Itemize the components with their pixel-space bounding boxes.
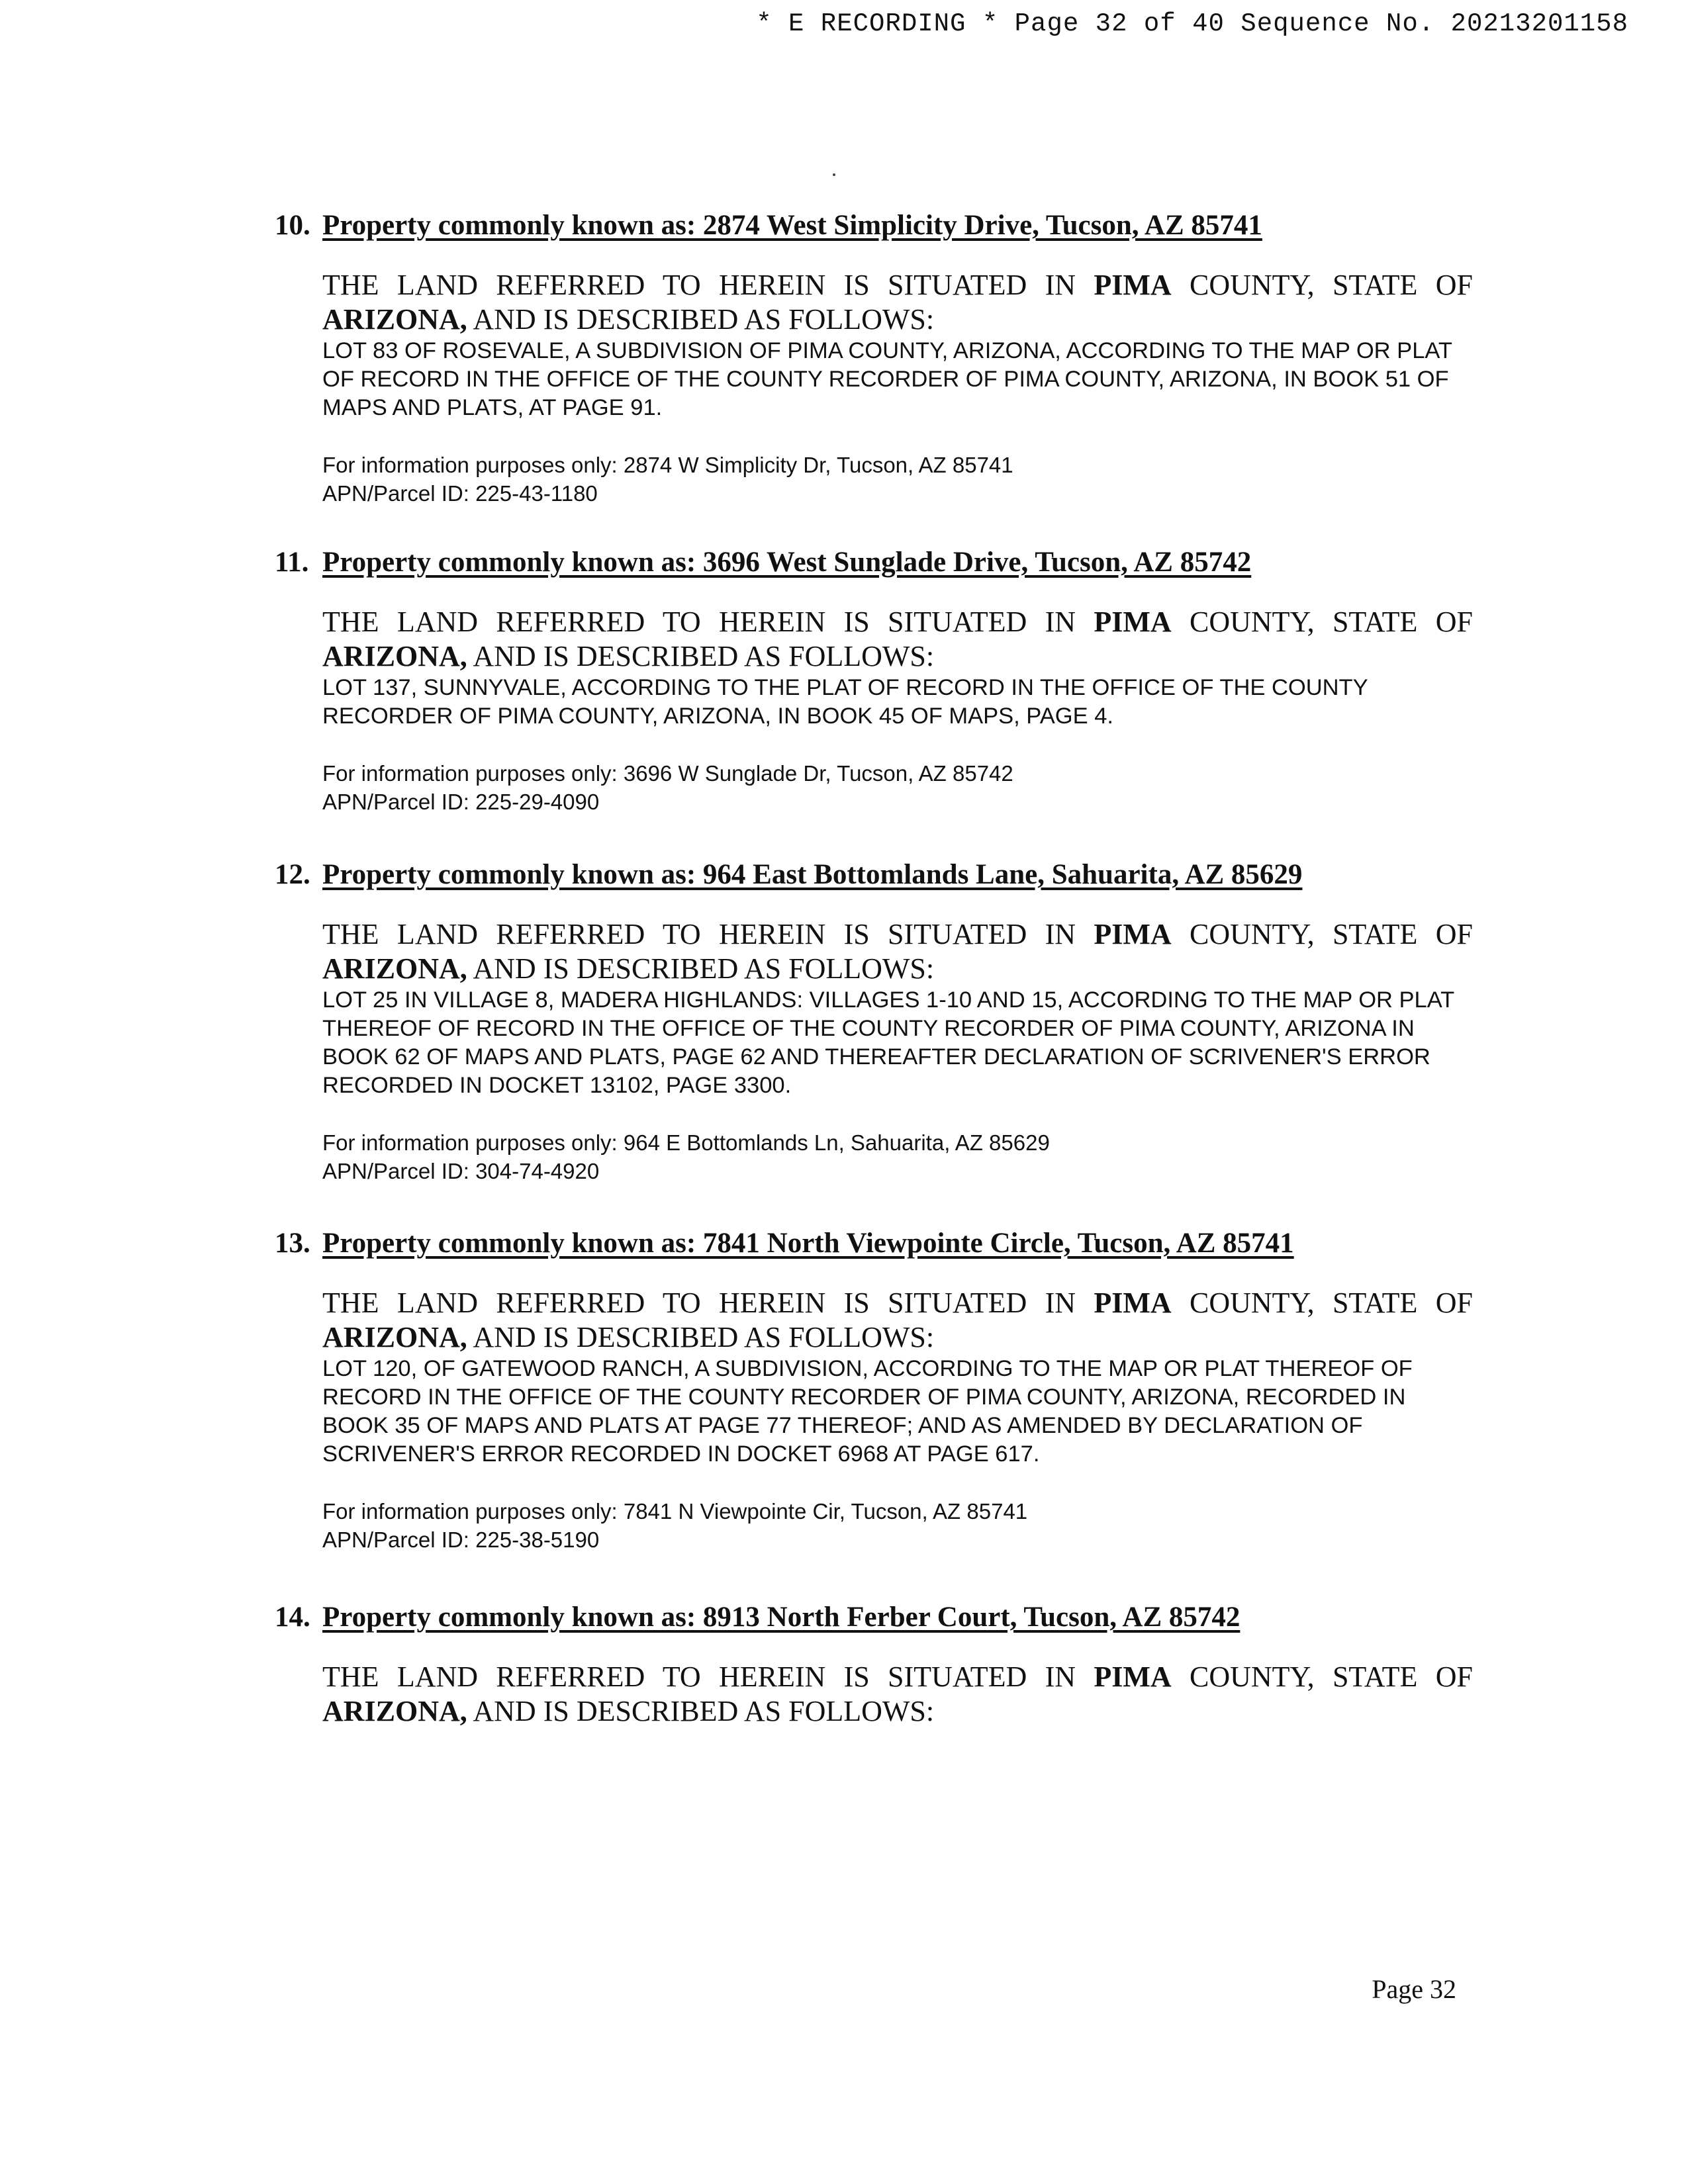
state-name: ARIZONA,: [322, 952, 467, 985]
land-description-intro: THE LAND REFERRED TO HEREIN IS SITUATED IN PIMA COUNTY, STATE OF ARIZONA, AND IS DESCRIBED AS FOLLOWS:: [322, 918, 1473, 985]
property-entry-11: [275, 546, 1546, 816]
property-entry-14: [275, 1601, 1546, 1729]
entry-number: 13.: [275, 1228, 310, 1259]
state-name: ARIZONA,: [322, 1695, 467, 1727]
entry-heading: [275, 546, 1546, 578]
page-number: Page 32: [1372, 1974, 1456, 2004]
entry-heading: [275, 209, 1546, 242]
legal-description: LOT 137, SUNNYVALE, ACCORDING TO THE PLAT OF RECORD IN THE OFFICE OF THE COUNTY RECORDER OF PIMA COUNTY, ARIZONA, IN BOOK 45 OF MAPS, PAGE 4.: [322, 675, 1368, 729]
entry-heading: [275, 1227, 1546, 1259]
entry-heading: [275, 858, 1546, 891]
information-block: [322, 1128, 1546, 1185]
property-entry-12: [275, 858, 1546, 1185]
info-address: For information purposes only: 3696 W Sunglade Dr, Tucson, AZ 85742: [322, 761, 1013, 786]
scan-speck: [833, 173, 835, 176]
county-name: PIMA: [1094, 606, 1172, 638]
entry-number: 14.: [275, 1602, 310, 1633]
property-entry-10: [275, 209, 1546, 508]
entry-number: 10.: [275, 210, 310, 241]
county-name: PIMA: [1094, 918, 1172, 950]
entry-title: Property commonly known as: 3696 West Sunglade Drive, Tucson, AZ 85742: [322, 547, 1252, 578]
state-name: ARIZONA,: [322, 303, 467, 336]
apn-parcel-id: APN/Parcel ID: 225-29-4090: [322, 790, 600, 814]
recording-header: * E RECORDING * Page 32 of 40 Sequence No. 20213201158: [756, 9, 1628, 38]
entry-number: 11.: [275, 547, 309, 578]
info-address: For information purposes only: 964 E Bottomlands Ln, Sahuarita, AZ 85629: [322, 1130, 1050, 1155]
entry-title: Property commonly known as: 964 East Bottomlands Lane, Sahuarita, AZ 85629: [322, 859, 1303, 890]
apn-parcel-id: APN/Parcel ID: 304-74-4920: [322, 1159, 600, 1183]
county-name: PIMA: [1094, 269, 1172, 301]
state-name: ARIZONA,: [322, 1321, 467, 1353]
entry-number: 12.: [275, 859, 310, 890]
apn-parcel-id: APN/Parcel ID: 225-43-1180: [322, 481, 598, 506]
information-block: [322, 1497, 1546, 1554]
property-entry-13: [275, 1227, 1546, 1554]
info-address: For information purposes only: 2874 W Simplicity Dr, Tucson, AZ 85741: [322, 453, 1013, 477]
legal-description: LOT 120, OF GATEWOOD RANCH, A SUBDIVISION, ACCORDING TO THE MAP OR PLAT THEREOF OF RECORD IN THE OFFICE OF THE COUNTY RECORDER OF PIMA COUNTY, ARIZONA, RECORDED IN BOOK 35 OF MAPS AND PLATS AT PAGE 77 THEREOF; AND AS AMENDED BY DECLARATION OF SCRIVENER'S ERROR RECORDED IN DOCKET 6968 AT PAGE 617.: [322, 1356, 1413, 1467]
state-name: ARIZONA,: [322, 640, 467, 672]
legal-description: LOT 25 IN VILLAGE 8, MADERA HIGHLANDS: VILLAGES 1-10 AND 15, ACCORDING TO THE MAP OR PLAT THEREOF OF RECORD IN THE OFFICE OF THE COUNTY RECORDER OF PIMA COUNTY, ARIZONA IN BOOK 62 OF MAPS AND PLATS, PAGE 62 AND THEREAFTER DECLARATION OF SCRIVENER'S ERROR RECORDED IN DOCKET 13102, PAGE 3300.: [322, 987, 1455, 1098]
land-description-intro: THE LAND REFERRED TO HEREIN IS SITUATED IN PIMA COUNTY, STATE OF ARIZONA, AND IS DESCRIBED AS FOLLOWS:: [322, 1287, 1473, 1353]
info-address: For information purposes only: 7841 N Viewpointe Cir, Tucson, AZ 85741: [322, 1499, 1028, 1524]
information-block: [322, 451, 1546, 508]
legal-description: LOT 83 OF ROSEVALE, A SUBDIVISION OF PIMA COUNTY, ARIZONA, ACCORDING TO THE MAP OR PLAT OF RECORD IN THE OFFICE OF THE COUNTY RECORDER OF PIMA COUNTY, ARIZONA, IN BOOK 51 OF MAPS AND PLATS, AT PAGE 91.: [322, 338, 1452, 420]
county-name: PIMA: [1094, 1287, 1172, 1319]
land-description-intro: THE LAND REFERRED TO HEREIN IS SITUATED IN PIMA COUNTY, STATE OF ARIZONA, AND IS DESCRIBED AS FOLLOWS:: [322, 269, 1473, 336]
apn-parcel-id: APN/Parcel ID: 225-38-5190: [322, 1527, 600, 1552]
entry-title: Property commonly known as: 8913 North Ferber Court, Tucson, AZ 85742: [322, 1602, 1241, 1633]
entry-title: Property commonly known as: 2874 West Simplicity Drive, Tucson, AZ 85741: [322, 210, 1262, 241]
land-description-intro: THE LAND REFERRED TO HEREIN IS SITUATED IN PIMA COUNTY, STATE OF ARIZONA, AND IS DESCRIBED AS FOLLOWS:: [322, 606, 1473, 672]
entry-title: Property commonly known as: 7841 North Viewpointe Circle, Tucson, AZ 85741: [322, 1228, 1294, 1259]
land-description-intro: THE LAND REFERRED TO HEREIN IS SITUATED IN PIMA COUNTY, STATE OF ARIZONA, AND IS DESCRIBED AS FOLLOWS:: [322, 1661, 1473, 1727]
county-name: PIMA: [1094, 1661, 1172, 1693]
information-block: [322, 759, 1546, 816]
entry-heading: [275, 1601, 1546, 1633]
